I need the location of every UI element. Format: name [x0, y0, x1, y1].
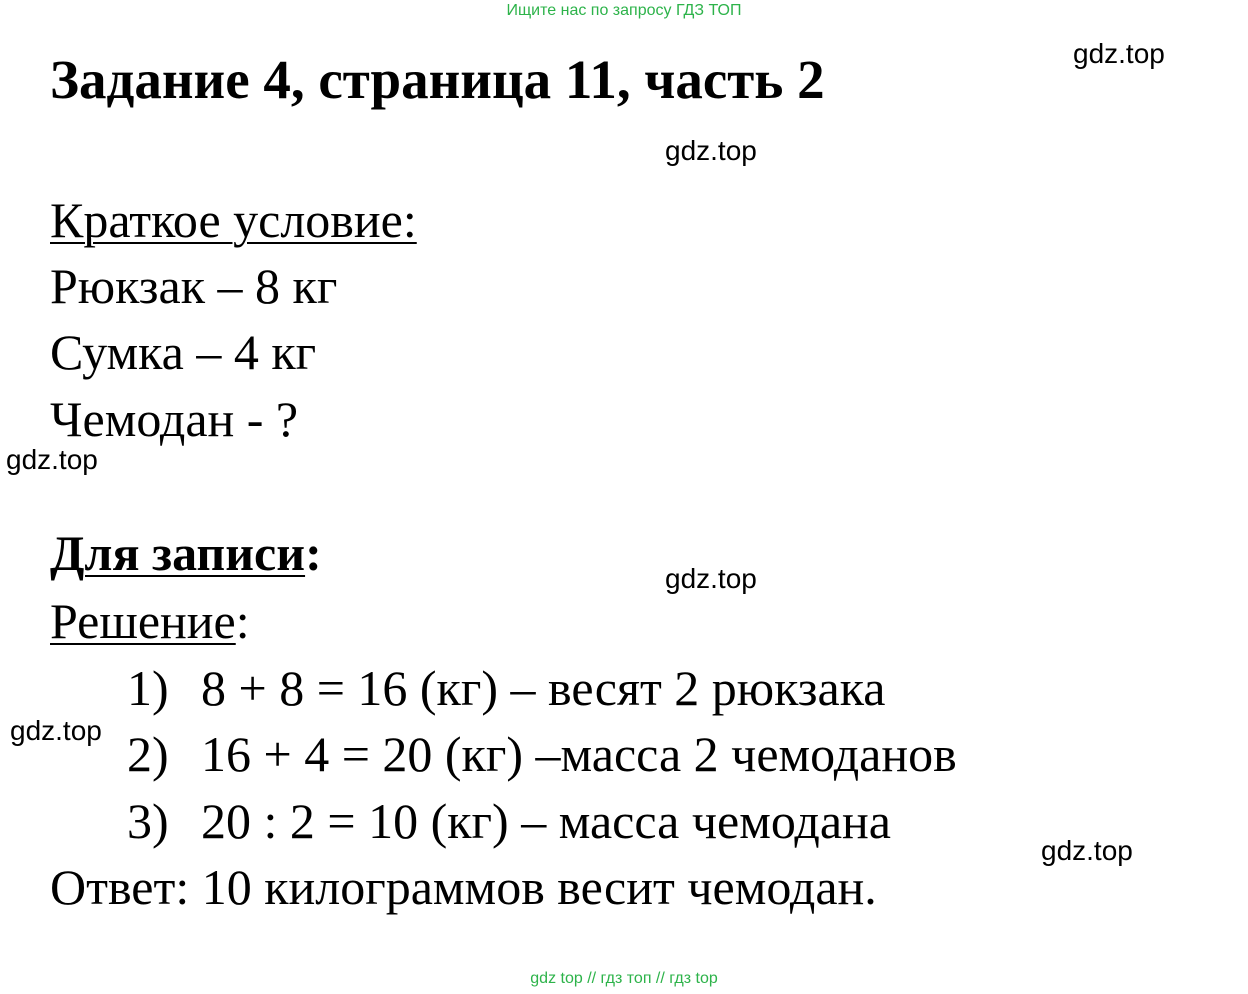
solution-step: 1) 8 + 8 = 16 (кг) – весят 2 рюкзака: [127, 660, 886, 716]
top-banner: Ищите нас по запросу ГДЗ ТОП: [506, 2, 742, 19]
watermark: gdz.top: [1041, 835, 1133, 866]
watermark: gdz.top: [665, 135, 757, 166]
solution-step: 3) 20 : 2 = 10 (кг) – масса чемодана: [127, 793, 891, 849]
brief-heading: Краткое условие:: [50, 192, 417, 248]
watermark: gdz.top: [1073, 38, 1165, 69]
watermark: gdz.top: [6, 444, 98, 475]
answer: Ответ: 10 килограммов весит чемодан.: [50, 859, 877, 915]
solution-step: 2) 16 + 4 = 20 (кг) –масса 2 чемоданов: [127, 726, 957, 782]
footer-watermark: gdz top // гдз топ // гдз top: [530, 970, 718, 987]
brief-line-suitcase: Чемодан - ?: [50, 391, 299, 447]
watermark: gdz.top: [10, 715, 102, 746]
brief-line-bag: Сумка – 4 кг: [50, 324, 317, 380]
brief-line-backpack: Рюкзак – 8 кг: [50, 258, 338, 314]
page-title: Задание 4, страница 11, часть 2: [50, 49, 825, 110]
watermark: gdz.top: [665, 563, 757, 594]
record-heading: Для записи:: [50, 525, 322, 581]
solution-label: Решение:: [50, 593, 250, 649]
